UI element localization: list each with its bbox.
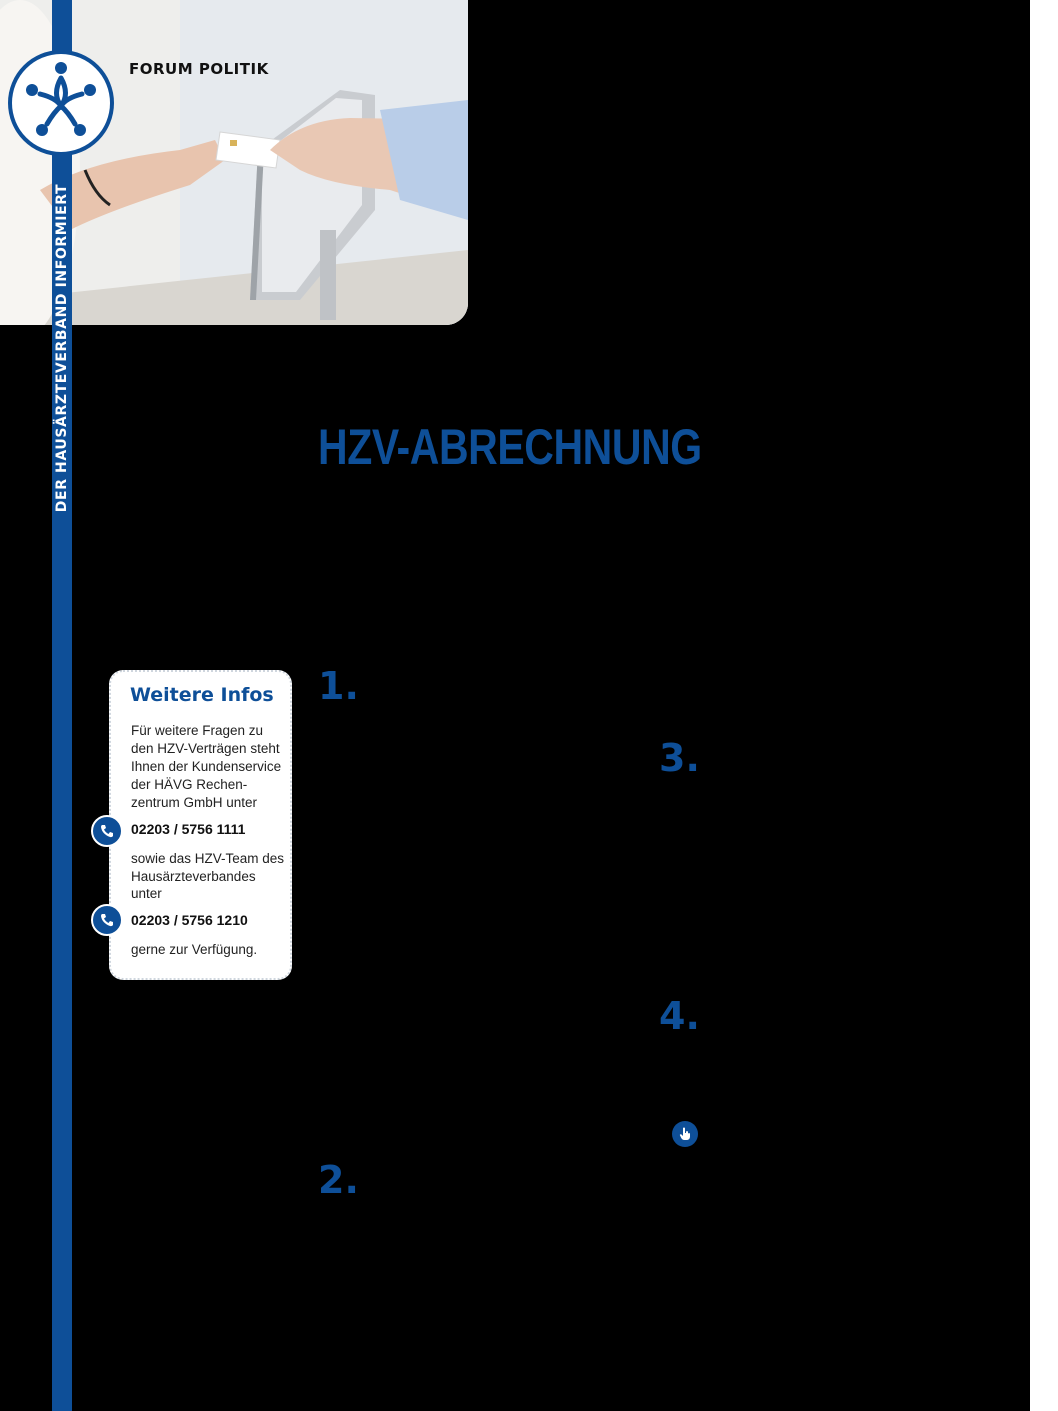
section-label: FORUM POLITIK — [129, 60, 269, 78]
step-number-2: 2. — [318, 1158, 359, 1202]
phone-icon — [91, 904, 123, 936]
info-intro-line: Ihnen der Kundenservice — [131, 759, 282, 774]
page-margin — [1030, 0, 1058, 1411]
info-box-title: Weitere Infos — [130, 684, 274, 706]
logo-icon — [8, 50, 114, 156]
phone-icon — [91, 815, 123, 847]
info-middle-line: unter — [131, 886, 162, 901]
step-number-3: 3. — [659, 736, 700, 780]
info-intro-line: zentrum GmbH unter — [131, 795, 258, 810]
info-intro-line: den HZV-Verträgen steht — [131, 741, 280, 756]
step-number-4: 4. — [659, 994, 700, 1038]
phone-number-1[interactable]: 02203 / 5756 1111 — [131, 821, 246, 837]
info-intro-line: Für weitere Fragen zu — [131, 723, 264, 738]
page-title: HZV-ABRECHNUNG — [318, 419, 702, 475]
info-closing: gerne zur Verfügung. — [131, 942, 258, 957]
vertical-label: DER HAUSÄRZTEVERBAND INFORMIERT — [54, 183, 70, 513]
info-intro-line: der HÄVG Rechen- — [131, 777, 248, 792]
info-middle-line: sowie das HZV-Team des — [131, 851, 285, 866]
info-middle-line: Hausärzteverbandes — [131, 869, 256, 884]
pointer-hand-icon[interactable] — [672, 1121, 698, 1147]
step-number-1: 1. — [318, 664, 359, 708]
phone-number-2[interactable]: 02203 / 5756 1210 — [131, 912, 248, 928]
